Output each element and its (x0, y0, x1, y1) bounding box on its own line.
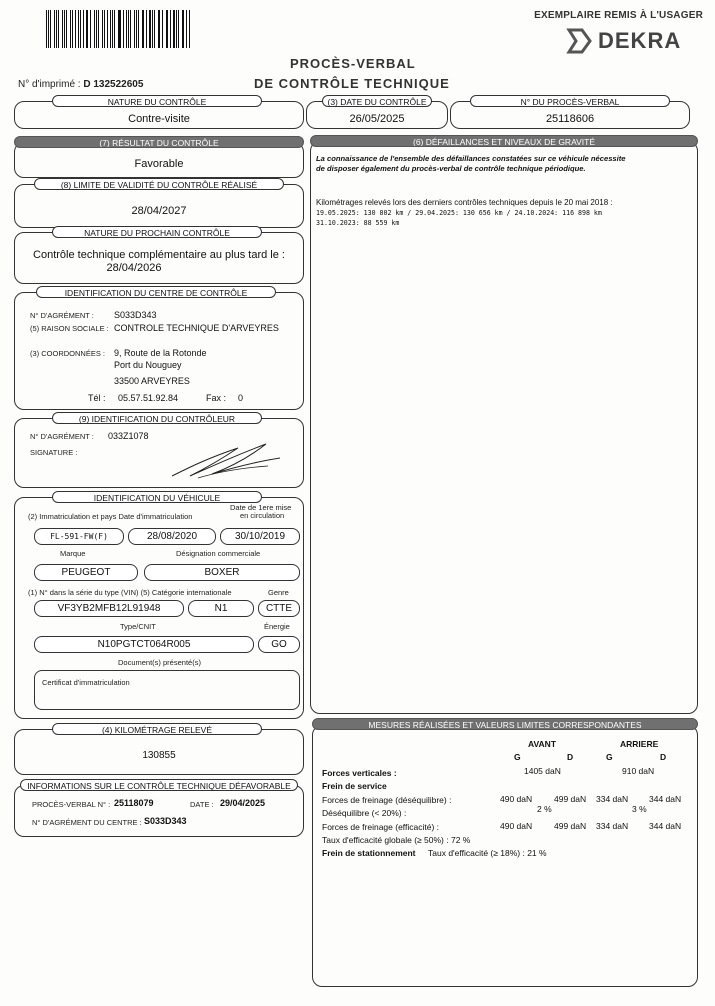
mesures-label: MESURES RÉALISÉES ET VALEURS LIMITES CORRESPONDANTES (312, 718, 698, 730)
barcode-bar (162, 10, 163, 48)
barcode-bar (90, 10, 91, 48)
centre-address-line1: 9, Route de la Rotonde (114, 348, 207, 358)
limite-validite-value: 28/04/2027 (131, 205, 187, 217)
genre-field: CTTE (258, 600, 300, 617)
centre-coord-label: (3) COORDONNÉES : (30, 349, 106, 358)
documents-value: Certificat d'immatriculation (42, 678, 130, 687)
centre-address-line2: Port du Nouguey (114, 360, 182, 370)
centre-fax-label: Fax : (206, 393, 227, 403)
controleur-agrement-value: 033Z1078 (108, 431, 149, 441)
vehicule-mise-label-1: Date de 1ere mise (230, 503, 292, 512)
barcode-bar (104, 10, 105, 48)
numero-pv-value: 25118606 (545, 113, 595, 125)
barcode-bar (149, 10, 150, 48)
eff-avant-g: 490 daN (500, 821, 533, 831)
exemplaire-label: EXEMPLAIRE REMIS À L'USAGER (534, 10, 703, 21)
immatriculation-field: FL-591-FW(F) (34, 528, 124, 545)
barcode-bar (170, 10, 171, 48)
vin-field: VF3YB2MFB12L91948 (34, 600, 184, 617)
defaillances-label: (6) DÉFAILLANCES ET NIVEAUX DE GRAVITÉ (310, 135, 698, 147)
marque-field: PEUGEOT (34, 564, 138, 581)
defav-date-value: 29/04/2025 (220, 798, 266, 808)
date-controle-value: 26/05/2025 (349, 113, 405, 125)
deseq-pct-arriere: 3 % (632, 804, 647, 814)
numero-imprime (18, 79, 143, 90)
centre-agrement-value: S033D343 (114, 310, 157, 320)
desequilibre-pct-label: Déséquilibre (< 20%) : (322, 808, 407, 818)
signature-icon (168, 438, 286, 482)
date-mise-circulation-field: 30/10/2019 (220, 528, 300, 545)
numero-imprime-value: D 132522605 (83, 79, 144, 90)
energie-field: GO (258, 636, 300, 653)
centre-controle-label: IDENTIFICATION DU CENTRE DE CONTRÔLE (36, 286, 276, 298)
barcode-bar (114, 10, 115, 48)
dekra-logo (566, 28, 681, 54)
dekra-logo-icon (566, 28, 592, 54)
controleur-signature-label: SIGNATURE : (30, 448, 78, 457)
barcode-bar (173, 10, 174, 48)
deseq-arriere-g: 334 daN (596, 794, 629, 804)
centre-agrement-label: N° D'AGRÉMENT : (30, 311, 94, 320)
defaillances-note-2: de disposer également du procès-verbal de contrôle technique périodique. (316, 164, 586, 173)
mesures-arriere-d: D (660, 752, 667, 762)
vehicule-label: IDENTIFICATION DU VÉHICULE (52, 491, 262, 503)
vehicule-mise-label-2: en circulation (240, 511, 285, 520)
kilometrage-value: 130855 (142, 750, 176, 761)
km-history-title: Kilométrages relevés lors des derniers contrôles techniques depuis le 20 mai 2018 : (316, 198, 613, 207)
forces-verticales-avant: 1405 daN (524, 766, 561, 776)
km-history-line1: 19.05.2025: 130 802 km / 29.04.2025: 130 656 km / 24.10.2024: 116 898 km (316, 209, 602, 217)
barcode-bar (98, 10, 99, 48)
date-controle-label: (3) DATE DU CONTRÔLE (322, 95, 432, 107)
nature-controle-value: Contre-visite (128, 113, 190, 125)
numero-pv-label: N° DU PROCÈS-VERBAL (470, 95, 670, 107)
deseq-pct-avant: 2 % (537, 804, 552, 814)
controleur-agrement-label: N° D'AGRÉMENT : (30, 432, 94, 441)
numero-imprime-label: N° d'imprimé : (18, 79, 81, 90)
page-title-line2: DE CONTRÔLE TECHNIQUE (254, 76, 450, 91)
efficacite-label: Forces de freinage (efficacité) : (322, 822, 440, 832)
mesures-arriere-header: ARRIERE (620, 739, 659, 749)
barcode-bar (46, 10, 47, 48)
vin-categorie-label: (1) N° dans la série du type (VIN) (5) Catégorie internationale (28, 588, 232, 597)
km-history-line2: 31.10.2023: 88 559 km (316, 219, 400, 227)
barcode-bar (72, 10, 73, 48)
barcode (46, 10, 191, 48)
barcode-bar (119, 10, 120, 48)
barcode-bar (189, 10, 190, 48)
eff-arriere-g: 334 daN (596, 821, 629, 831)
controleur-label: (9) IDENTIFICATION DU CONTRÔLEUR (52, 412, 262, 424)
barcode-bar (142, 10, 143, 48)
frein-service-label: Frein de service (322, 781, 387, 791)
centre-raison-value: CONTROLE TECHNIQUE D'ARVEYRES (114, 323, 279, 333)
designation-label: Désignation commerciale (176, 549, 261, 558)
resultat-label: (7) RÉSULTAT DU CONTRÔLE (14, 136, 304, 148)
taux-stationnement: Taux d'efficacité (≥ 18%) : 21 % (428, 848, 547, 858)
defaillances-note-1: La connaissance de l'ensemble des défaillances constatées sur ce véhicule nécessite (316, 154, 626, 163)
designation-field: BOXER (144, 564, 300, 581)
marque-label: Marque (60, 549, 86, 558)
barcode-bar (54, 10, 55, 48)
taux-global: Taux d'efficacité globale (≥ 50%) : 72 % (322, 835, 471, 845)
centre-tel-label: Tél : (88, 393, 106, 403)
infos-defavorable-label: INFORMATIONS SUR LE CONTRÔLE TECHNIQUE DÉFAVORABLE (20, 779, 298, 791)
centre-tel-value: 05.57.51.92.84 (118, 393, 179, 403)
defav-date-label: DATE : (190, 800, 214, 809)
nature-controle-label: NATURE DU CONTRÔLE (52, 95, 262, 107)
mesures-avant-g: G (514, 752, 521, 762)
defav-agrement-value: S033D343 (144, 816, 187, 826)
resultat-value: Favorable (134, 158, 184, 170)
energie-label: Énergie (264, 622, 290, 631)
eff-avant-d: 499 daN (554, 821, 587, 831)
infos-defavorable-box (14, 785, 304, 837)
dekra-brand-text: DEKRA (598, 28, 682, 53)
categorie-field: N1 (188, 600, 254, 617)
barcode-bar (66, 10, 67, 48)
limite-validite-label: (8) LIMITE DE VALIDITÉ DU CONTRÔLE RÉALISÉ (34, 178, 284, 190)
documents-label: Document(s) présenté(s) (118, 658, 201, 667)
mesures-arriere-g: G (606, 752, 613, 762)
centre-address-line3: 33500 ARVEYRES (114, 376, 190, 386)
deseq-avant-g: 490 daN (500, 794, 533, 804)
barcode-bar (58, 10, 59, 48)
barcode-bar (80, 10, 81, 48)
date-immatriculation-field: 28/08/2020 (128, 528, 216, 545)
prochain-controle-label: NATURE DU PROCHAIN CONTRÔLE (52, 226, 262, 238)
defav-agrement-label: N° D'AGRÉMENT DU CENTRE : (32, 818, 142, 827)
barcode-bar (134, 10, 135, 48)
barcode-bar (87, 10, 88, 48)
genre-label: Genre (268, 588, 289, 597)
prochain-controle-line2: 28/04/2026 (106, 262, 162, 274)
centre-fax-value: 0 (238, 393, 244, 403)
forces-verticales-arriere: 910 daN (622, 766, 655, 776)
type-cnit-field: N10PGTCT064R005 (34, 636, 254, 653)
documents-field (34, 670, 300, 710)
forces-verticales-label: Forces verticales : (322, 768, 397, 778)
prochain-controle-line1: Contrôle technique complémentaire au plus tard le : (33, 249, 285, 261)
barcode-bar (128, 10, 129, 48)
frein-stationnement-label: Frein de stationnement (322, 848, 416, 858)
centre-raison-label: (5) RAISON SOCIALE : (30, 324, 109, 333)
desequilibre-label: Forces de freinage (déséquilibre) : (322, 795, 452, 805)
defav-pv-label: PROCÈS-VERBAL N° : (32, 800, 111, 809)
barcode-bar (182, 10, 183, 48)
eff-arriere-d: 344 daN (649, 821, 682, 831)
type-cnit-label: Type/CNIT (120, 622, 156, 631)
mesures-avant-d: D (567, 752, 574, 762)
mesures-avant-header: AVANT (528, 739, 557, 749)
vehicule-immat-label: (2) Immatriculation et pays Date d'immatriculation (28, 512, 193, 521)
barcode-bar (154, 10, 155, 48)
deseq-arriere-d: 344 daN (649, 794, 682, 804)
kilometrage-label: (4) KILOMÉTRAGE RELEVÉ (52, 723, 262, 735)
deseq-avant-d: 499 daN (554, 794, 587, 804)
defav-pv-value: 25118079 (114, 798, 154, 808)
page-title-line1: PROCÈS-VERBAL (290, 56, 416, 71)
